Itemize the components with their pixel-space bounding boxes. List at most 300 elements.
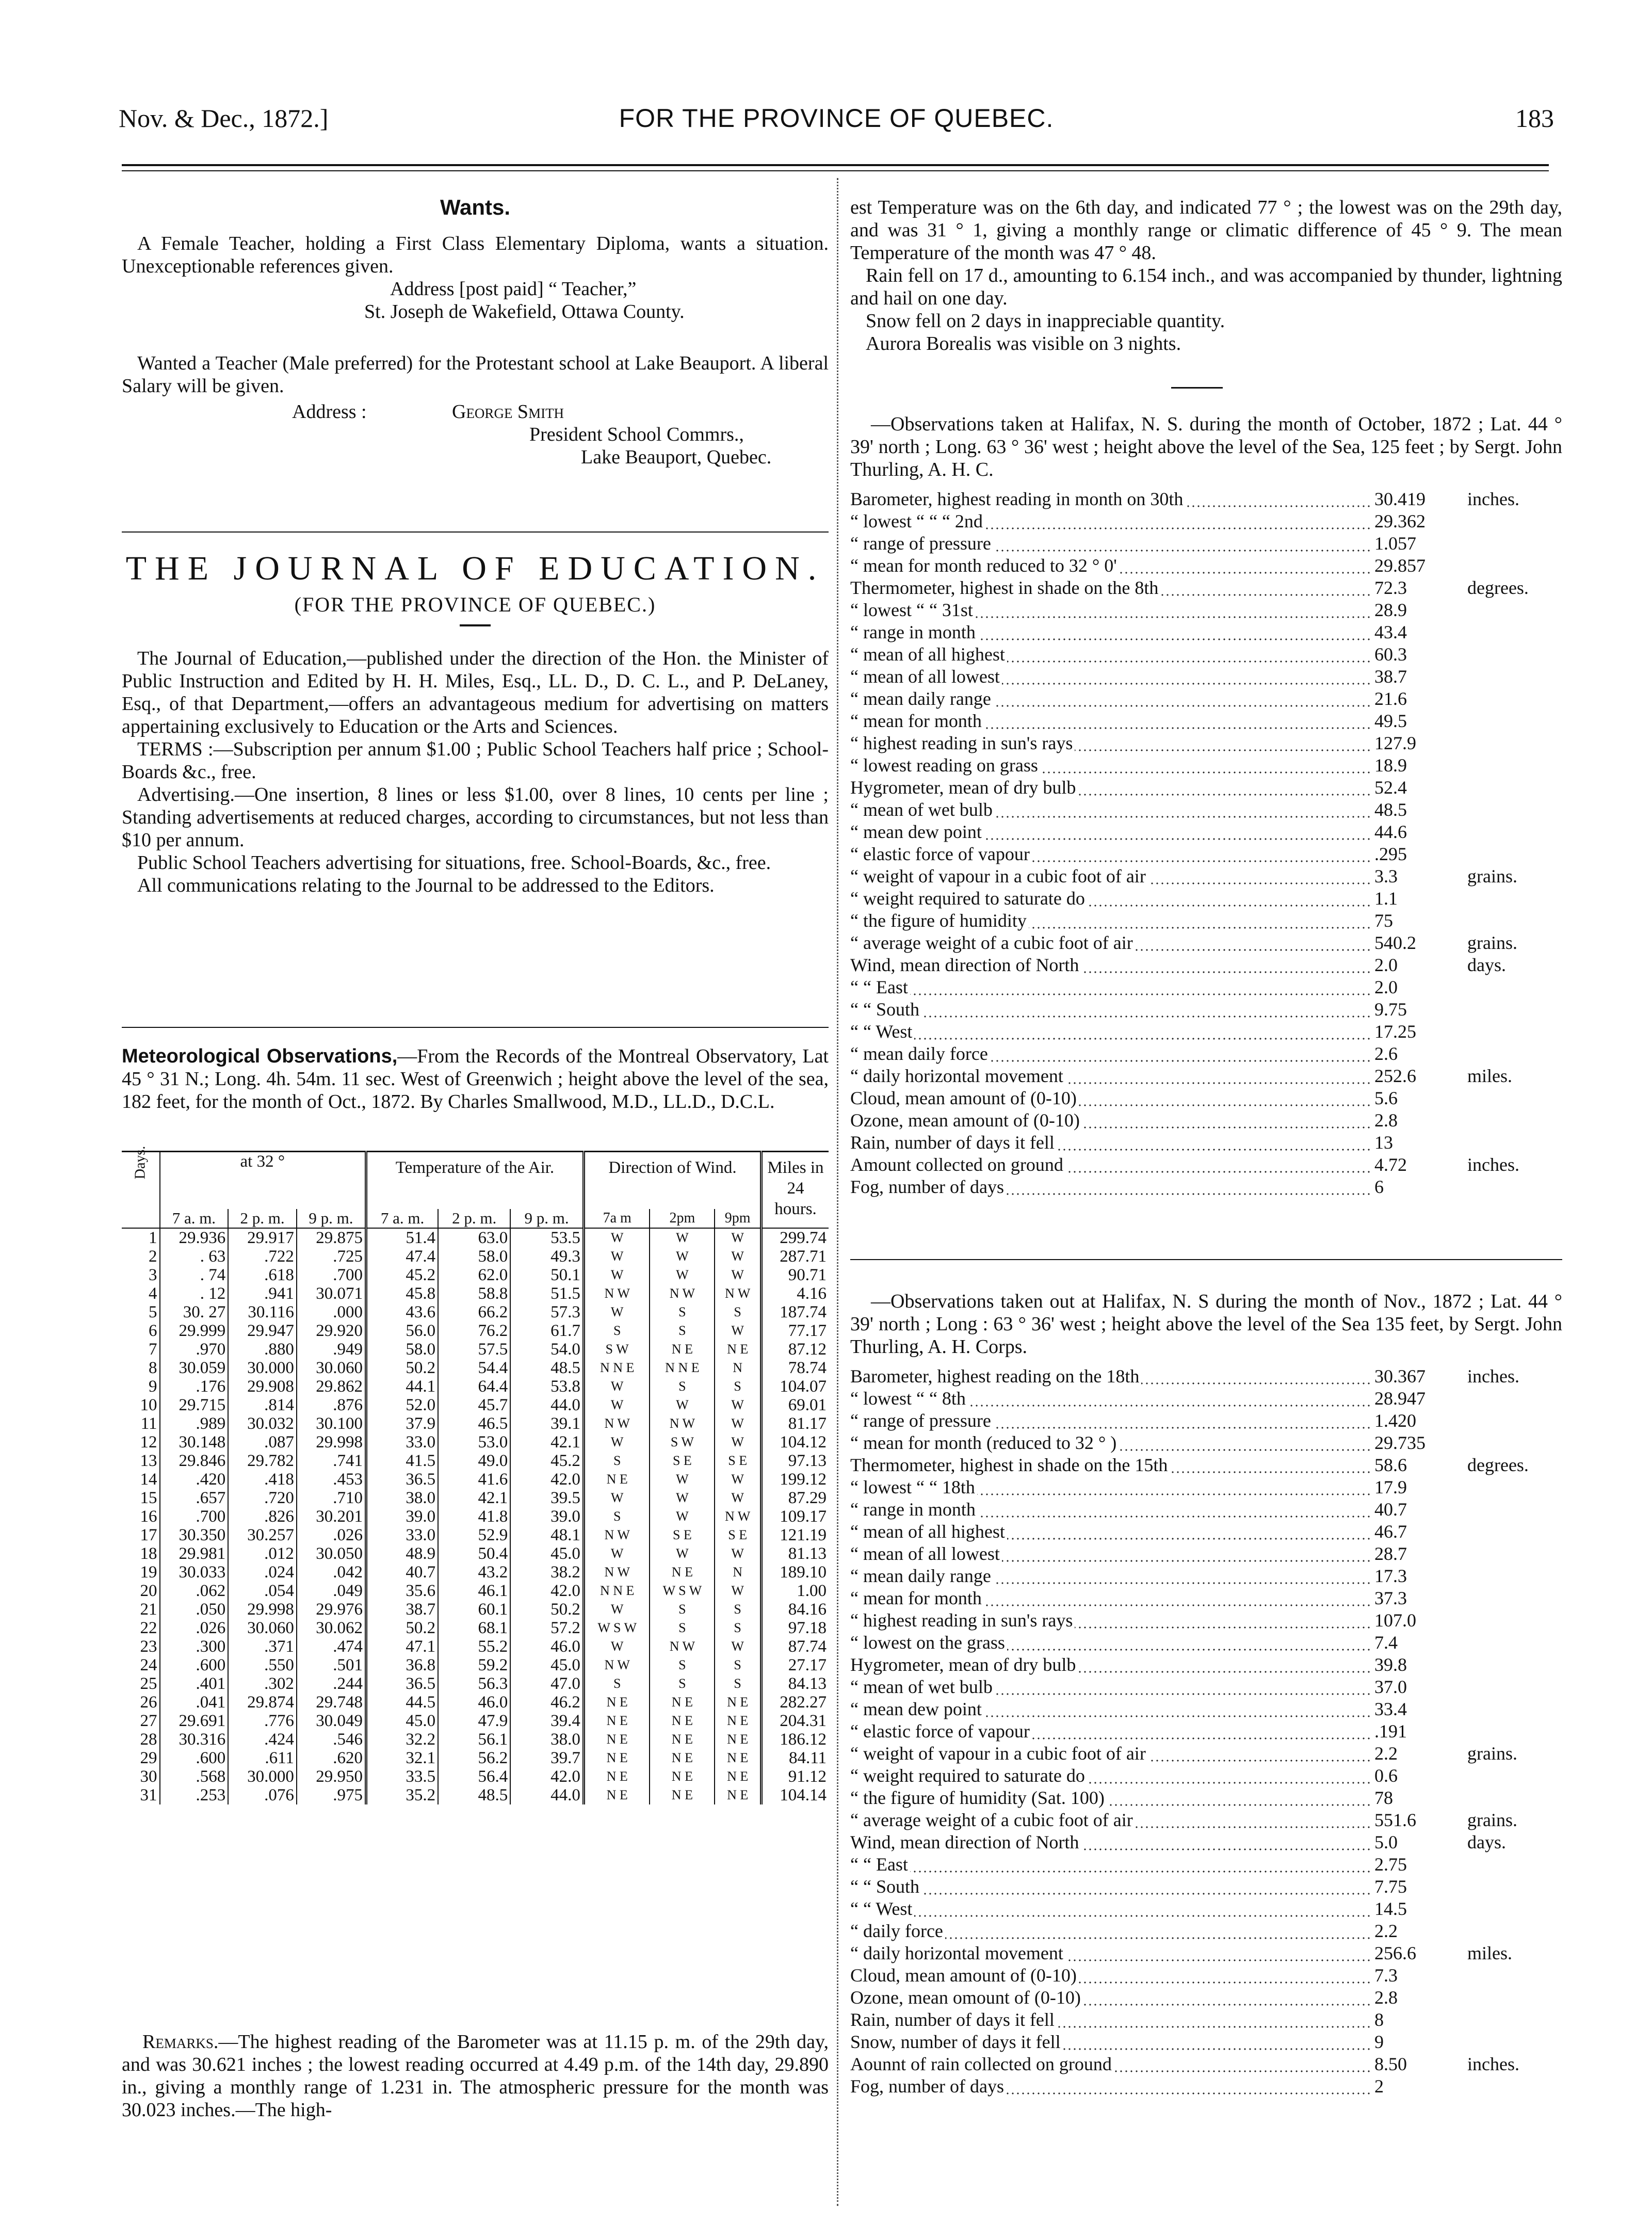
table-cell: 58.8: [438, 1284, 510, 1303]
obs-label: Hygrometer, mean of dry bulb: [850, 1654, 1078, 1675]
obs-label: “ mean daily range: [850, 1566, 993, 1586]
obs-value: 2.8: [1374, 1987, 1398, 2008]
table-row: [122, 1526, 829, 1544]
obs-row: [850, 954, 1529, 976]
met-intro: [122, 1045, 829, 1113]
table-cell: 22: [140, 1619, 157, 1637]
table-cell: 45.7: [438, 1396, 510, 1414]
table-cell: N E: [715, 1693, 761, 1712]
table-cell: S: [584, 1452, 650, 1470]
table-cell: 50.4: [438, 1544, 510, 1563]
obs-row: [850, 643, 1529, 666]
table-cell: 5: [149, 1303, 157, 1321]
obs-value: 17.9: [1374, 1477, 1407, 1497]
obs-unit: [1452, 910, 1529, 932]
obs-label: “ elastic force of vapour: [850, 844, 1032, 864]
table-cell: 66.2: [438, 1303, 510, 1321]
table-cell: .600: [160, 1749, 229, 1767]
obs-row: [850, 1476, 1529, 1498]
obs-unit: [1452, 1543, 1529, 1565]
obs-unit: [1452, 1176, 1529, 1198]
table-cell: 299.74: [762, 1228, 829, 1247]
table-cell: N E: [584, 1712, 650, 1730]
table-row: [122, 1619, 829, 1637]
table-cell: 30.060: [228, 1619, 297, 1637]
table-cell: W: [650, 1507, 715, 1526]
table-cell: 44.1: [366, 1377, 439, 1396]
obs-value: 4.72: [1374, 1154, 1407, 1175]
table-cell: 30.257: [228, 1526, 297, 1544]
table-cell: 29.947: [228, 1321, 297, 1340]
obs-value: 60.3: [1374, 644, 1407, 665]
table-cell: 53.0: [438, 1433, 510, 1452]
obs-row: [850, 599, 1529, 621]
obs-label: “ mean of all lowest: [850, 1543, 1002, 1564]
table-cell: N E: [584, 1767, 650, 1786]
table-cell: .620: [297, 1749, 366, 1767]
obs-unit: [1452, 1632, 1529, 1654]
table-cell: .546: [297, 1730, 366, 1749]
table-cell: 282.27: [762, 1693, 829, 1712]
table-cell: 29.917: [228, 1228, 297, 1247]
table-cell: W: [584, 1247, 650, 1266]
obs-label: “ lowest “ “ 18th: [850, 1477, 977, 1497]
table-cell: .042: [297, 1563, 366, 1582]
table-cell: 18: [140, 1544, 157, 1563]
table-cell: 27.17: [762, 1656, 829, 1674]
table-cell: S: [715, 1303, 761, 1321]
table-cell: 29.748: [297, 1693, 366, 1712]
table-cell: 29.782: [228, 1452, 297, 1470]
table-cell: 45.2: [366, 1266, 439, 1284]
table-cell: W: [584, 1544, 650, 1563]
table-cell: 81.13: [762, 1544, 829, 1563]
table-cell: W: [715, 1396, 761, 1414]
obs-row: [850, 865, 1529, 888]
obs-value: 40.7: [1374, 1499, 1407, 1520]
table-cell: 29.875: [297, 1228, 366, 1247]
obs-label: Ozone, mean amount of (0-10): [850, 1110, 1082, 1131]
table-cell: 10: [140, 1396, 157, 1414]
table-cell: W: [650, 1396, 715, 1414]
table-cell: 44.0: [510, 1786, 584, 1804]
table-cell: N E: [584, 1693, 650, 1712]
table-cell: .453: [297, 1470, 366, 1489]
obs-value: 52.4: [1374, 777, 1407, 798]
table-cell: 199.12: [762, 1470, 829, 1489]
obs-value: 7.3: [1374, 1965, 1398, 1986]
table-cell: 62.0: [438, 1266, 510, 1284]
col-days: Days.: [132, 1146, 149, 1180]
table-cell: 57.2: [510, 1619, 584, 1637]
table-cell: N E: [715, 1767, 761, 1786]
obs-value: 2.0: [1374, 977, 1398, 997]
table-cell: .814: [228, 1396, 297, 1414]
table-cell: 30.000: [228, 1767, 297, 1786]
wants-ad-2-title: President School Commrs.,: [529, 424, 744, 445]
table-cell: 87.12: [762, 1340, 829, 1359]
obs-row: [850, 1787, 1529, 1809]
table-cell: 30. 27: [160, 1303, 229, 1321]
table-cell: 55.2: [438, 1637, 510, 1656]
obs-row: [850, 533, 1529, 555]
obs-unit: [1452, 1410, 1529, 1432]
table-cell: 45.8: [366, 1284, 439, 1303]
table-cell: 30.100: [297, 1414, 366, 1433]
obs-row: [850, 2075, 1529, 2098]
obs-unit: [1452, 1388, 1529, 1410]
remarks-text: —The highest reading of the Barometer was at 11.15 p. m. of the 29th day, and was 30.621 inches ; the lowest reading occurred at 4.49 p.m. of the 14th day, 29.890 in., giving a monthly range of 1.231 in. The atmospheric pressure for the month was 30.023 inches.—The high-: [122, 2031, 829, 2121]
obs-label: Fog, number of days: [850, 1177, 1006, 1197]
obs-value: .295: [1374, 844, 1407, 864]
table-row: [122, 1767, 829, 1786]
table-cell: 50.2: [510, 1600, 584, 1619]
table-cell: .024: [228, 1563, 297, 1582]
obs-unit: [1452, 1787, 1529, 1809]
table-cell: S W: [650, 1433, 715, 1452]
table-cell: 32.2: [366, 1730, 439, 1749]
table-row: [122, 1247, 829, 1266]
table-cell: 39.0: [366, 1507, 439, 1526]
obs-unit: [1452, 1587, 1529, 1609]
journal-title: THE JOURNAL OF EDUCATION.: [125, 550, 825, 587]
table-row: [122, 1284, 829, 1303]
col-wind: Direction of Wind.: [584, 1152, 761, 1210]
obs-value: 540.2: [1374, 932, 1416, 953]
table-cell: 46.2: [510, 1693, 584, 1712]
table-cell: 77.17: [762, 1321, 829, 1340]
obs-unit: [1452, 1654, 1529, 1676]
table-cell: 187.74: [762, 1303, 829, 1321]
obs-label: “ mean of wet bulb: [850, 799, 995, 820]
obs-unit: [1452, 533, 1529, 555]
table-cell: .880: [228, 1340, 297, 1359]
journal-section: [122, 550, 829, 897]
obs-row: [850, 732, 1529, 754]
obs-label: “ daily horizontal movement: [850, 1066, 1065, 1086]
table-cell: 52.0: [366, 1396, 439, 1414]
table-cell: .087: [228, 1433, 297, 1452]
table-cell: 186.12: [762, 1730, 829, 1749]
obs-row: [850, 1521, 1529, 1543]
obs-row: [850, 1432, 1529, 1454]
obs-unit: [1452, 1854, 1529, 1876]
table-cell: 29.998: [228, 1600, 297, 1619]
obs-row: [850, 843, 1529, 865]
obs-row: [850, 577, 1529, 599]
table-cell: 48.1: [510, 1526, 584, 1544]
table-cell: .012: [228, 1544, 297, 1563]
obs-value: 3.3: [1374, 866, 1398, 887]
table-row: [122, 1674, 829, 1693]
table-cell: 24: [140, 1656, 157, 1674]
table-cell: W: [715, 1228, 761, 1247]
table-cell: 47.0: [510, 1674, 584, 1693]
table-cell: S E: [650, 1452, 715, 1470]
table-cell: 104.07: [762, 1377, 829, 1396]
table-row: [122, 1396, 829, 1414]
table-cell: N E: [650, 1749, 715, 1767]
table-cell: 39.7: [510, 1749, 584, 1767]
obs-value: 256.6: [1374, 1943, 1416, 1963]
wants-ad-2-place: Lake Beauport, Quebec.: [581, 446, 772, 468]
table-row: [122, 1730, 829, 1749]
obs-value: 39.8: [1374, 1654, 1407, 1675]
obs-unit: [1452, 1987, 1529, 2009]
table-cell: .741: [297, 1452, 366, 1470]
subheader-cell: 2pm: [650, 1209, 715, 1228]
wants-ad-2-name: George Smith: [452, 401, 564, 423]
table-cell: 46.0: [438, 1693, 510, 1712]
obs-unit: [1452, 1043, 1529, 1065]
obs-row: [850, 976, 1529, 998]
table-cell: 45.2: [510, 1452, 584, 1470]
obs-label: “ mean for month reduced to 32 ° 0': [850, 555, 1119, 576]
table-cell: N E: [584, 1749, 650, 1767]
obs-unit: [1452, 1898, 1529, 1920]
table-cell: S: [584, 1321, 650, 1340]
table-cell: N E: [715, 1730, 761, 1749]
page-number: 183: [1515, 104, 1554, 133]
table-cell: 50.2: [366, 1359, 439, 1377]
table-cell: 29.920: [297, 1321, 366, 1340]
subheader-cell: 7 a. m.: [160, 1209, 229, 1228]
obs-value: .191: [1374, 1721, 1407, 1742]
table-cell: 8: [149, 1359, 157, 1377]
obs-label: Wind, mean direction of North: [850, 955, 1081, 975]
table-cell: 42.1: [438, 1489, 510, 1507]
table-cell: 45.0: [510, 1544, 584, 1563]
obs-unit: [1452, 555, 1529, 577]
table-cell: 39.5: [510, 1489, 584, 1507]
table-cell: 84.11: [762, 1749, 829, 1767]
table-cell: 44.0: [510, 1396, 584, 1414]
table-cell: N W: [584, 1414, 650, 1433]
table-cell: .657: [160, 1489, 229, 1507]
table-row: [122, 1600, 829, 1619]
table-cell: 52.9: [438, 1526, 510, 1544]
table-cell: S: [650, 1321, 715, 1340]
table-cell: .420: [160, 1470, 229, 1489]
obs-label: “ daily force: [850, 1921, 945, 1941]
wants-ad-2-address-label: Address :: [292, 401, 367, 423]
table-cell: W: [650, 1489, 715, 1507]
table-cell: N: [715, 1563, 761, 1582]
table-cell: 31: [140, 1786, 157, 1804]
obs-row: [850, 1410, 1529, 1432]
table-row: [122, 1507, 829, 1526]
table-cell: 33.0: [366, 1433, 439, 1452]
table-cell: W: [715, 1637, 761, 1656]
obs-label: “ average weight of a cubic foot of air: [850, 932, 1135, 953]
obs-label: “ range in month: [850, 622, 978, 642]
journal-teachers: Public School Teachers advertising for situations, free. School-Boards, &c., free.: [137, 852, 771, 874]
table-cell: N W: [584, 1563, 650, 1582]
obs-label: Cloud, mean amount of (0-10): [850, 1088, 1079, 1108]
obs-value: 1.420: [1374, 1410, 1416, 1431]
table-cell: S: [650, 1600, 715, 1619]
october-intro: —Observations taken at Halifax, N. S. during the month of October, 1872 ; Lat. 44 ° 39' north ; Long. 63 ° 36' west ; height above the level of the Sea, 125 feet ; by Sergt. John Thurling, A. H. C.: [850, 413, 1562, 480]
obs-unit: [1452, 1964, 1529, 1987]
obs-label: “ weight of vapour in a cubic foot of air: [850, 1743, 1148, 1764]
obs-row: [850, 1809, 1529, 1831]
remarks-label: Remarks.: [142, 2031, 219, 2053]
table-cell: 30.201: [297, 1507, 366, 1526]
table-cell: .970: [160, 1340, 229, 1359]
obs-value: 9.75: [1374, 999, 1407, 1020]
table-cell: W: [584, 1433, 650, 1452]
obs-value: 28.7: [1374, 1543, 1407, 1564]
table-cell: 32.1: [366, 1749, 439, 1767]
table-cell: 87.74: [762, 1637, 829, 1656]
obs-unit: [1452, 1498, 1529, 1521]
table-cell: .418: [228, 1470, 297, 1489]
table-cell: 30.000: [228, 1359, 297, 1377]
temp-continued: est Temperature was on the 6th day, and indicated 77 ° ; the lowest was on the 29th day, and was 31 ° 1, giving a monthly range or climatic difference of 45 ° 9. The mean Temperature of the month was 47 ° 48.: [850, 197, 1562, 264]
table-cell: N W: [584, 1656, 650, 1674]
obs-value: 72.3: [1374, 577, 1407, 598]
obs-value: 551.6: [1374, 1810, 1416, 1830]
obs-unit: miles.: [1467, 1066, 1512, 1086]
table-cell: 38.0: [510, 1730, 584, 1749]
obs-row: [850, 910, 1529, 932]
obs-value: 43.4: [1374, 622, 1407, 642]
table-cell: 54.4: [438, 1359, 510, 1377]
table-cell: 47.1: [366, 1637, 439, 1656]
obs-unit: [1452, 1132, 1529, 1154]
obs-unit: [1452, 1609, 1529, 1632]
table-cell: 121.19: [762, 1526, 829, 1544]
obs-unit: degrees.: [1467, 577, 1529, 598]
obs-label: “ weight of vapour in a cubic foot of air: [850, 866, 1148, 887]
table-cell: 48.9: [366, 1544, 439, 1563]
obs-label: Wind, mean direction of North: [850, 1832, 1081, 1852]
obs-label: “ lowest “ “ 8th: [850, 1388, 968, 1409]
table-cell: .611: [228, 1749, 297, 1767]
table-cell: 47.4: [366, 1247, 439, 1266]
table-cell: S W: [584, 1340, 650, 1359]
table-cell: N W: [584, 1284, 650, 1303]
table-cell: .501: [297, 1656, 366, 1674]
table-cell: 21: [140, 1600, 157, 1619]
obs-label: Rain, number of days it fell: [850, 1132, 1057, 1153]
table-cell: 15: [140, 1489, 157, 1507]
table-cell: 42.0: [510, 1470, 584, 1489]
obs-label: Rain, number of days it fell: [850, 2009, 1057, 2030]
obs-unit: inches.: [1467, 1154, 1519, 1175]
obs-unit: degrees.: [1467, 1455, 1529, 1475]
table-cell: 30.060: [297, 1359, 366, 1377]
obs-label: “ lowest reading on grass: [850, 755, 1040, 776]
table-cell: 48.5: [438, 1786, 510, 1804]
table-cell: .026: [160, 1619, 229, 1637]
table-row: [122, 1433, 829, 1452]
table-cell: S: [650, 1674, 715, 1693]
table-cell: S: [584, 1507, 650, 1526]
table-cell: N E: [584, 1786, 650, 1804]
table-cell: 63.0: [438, 1228, 510, 1247]
obs-value: 18.9: [1374, 755, 1407, 776]
rain-note: Rain fell on 17 d., amounting to 6.154 inch., and was accompanied by thunder, lightning and hail on one day.: [850, 265, 1562, 309]
obs-unit: [1452, 666, 1529, 688]
table-cell: W: [650, 1544, 715, 1563]
obs-row: [850, 1132, 1529, 1154]
table-cell: . 63: [160, 1247, 229, 1266]
table-cell: W: [650, 1266, 715, 1284]
table-cell: 42.1: [510, 1433, 584, 1452]
obs-value: 9: [1374, 2032, 1384, 2052]
obs-row: [850, 1087, 1529, 1109]
table-row: [122, 1452, 829, 1470]
table-cell: 58.0: [438, 1247, 510, 1266]
november-obs: [850, 1290, 1562, 2098]
obs-label: “ highest reading in sun's rays: [850, 733, 1075, 753]
obs-label: “ mean daily force: [850, 1043, 990, 1064]
obs-label: Hygrometer, mean of dry bulb: [850, 777, 1078, 798]
obs-row: [850, 799, 1529, 821]
obs-label: “ the figure of humidity: [850, 910, 1029, 931]
obs-unit: days.: [1467, 1832, 1506, 1852]
table-cell: .826: [228, 1507, 297, 1526]
table-cell: 27: [140, 1712, 157, 1730]
obs-unit: [1452, 1087, 1529, 1109]
table-cell: S: [650, 1377, 715, 1396]
table-cell: S: [715, 1600, 761, 1619]
obs-value: 30.367: [1374, 1366, 1426, 1387]
table-cell: 11: [140, 1414, 157, 1433]
obs-unit: [1452, 643, 1529, 666]
table-cell: 29.981: [160, 1544, 229, 1563]
obs-label: “ average weight of a cubic foot of air: [850, 1810, 1135, 1830]
obs-row: [850, 821, 1529, 843]
obs-value: 6: [1374, 1177, 1384, 1197]
table-cell: 64.4: [438, 1377, 510, 1396]
table-row: [122, 1228, 829, 1247]
table-cell: W: [584, 1377, 650, 1396]
obs-row: [850, 1021, 1529, 1043]
subheader-cell: 9 p. m.: [297, 1209, 366, 1228]
table-cell: 42.0: [510, 1582, 584, 1600]
table-cell: 42.0: [510, 1767, 584, 1786]
obs-label: Barometer, highest reading in month on 30th: [850, 489, 1185, 509]
table-cell: 29.715: [160, 1396, 229, 1414]
table-cell: 43.2: [438, 1563, 510, 1582]
subheader-cell: 7 a. m.: [366, 1209, 439, 1228]
obs-label: “ mean of all lowest: [850, 666, 1002, 687]
table-cell: 35.2: [366, 1786, 439, 1804]
table-cell: 50.2: [366, 1619, 439, 1637]
obs-value: 29.735: [1374, 1432, 1426, 1453]
table-cell: 104.12: [762, 1433, 829, 1452]
table-cell: .776: [228, 1712, 297, 1730]
obs-value: 127.9: [1374, 733, 1416, 753]
november-table: [850, 1365, 1529, 2098]
table-cell: 29.976: [297, 1600, 366, 1619]
obs-label: “ mean dew point: [850, 1699, 984, 1719]
obs-value: 75: [1374, 910, 1393, 931]
table-cell: .176: [160, 1377, 229, 1396]
table-cell: 1: [149, 1229, 157, 1247]
table-cell: 19: [140, 1563, 157, 1582]
obs-row: [850, 1365, 1529, 1388]
table-cell: W: [715, 1489, 761, 1507]
obs-row: [850, 1765, 1529, 1787]
table-row: [122, 1321, 829, 1340]
obs-unit: [1452, 599, 1529, 621]
obs-unit: [1452, 510, 1529, 533]
table-cell: .949: [297, 1340, 366, 1359]
table-cell: 56.3: [438, 1674, 510, 1693]
